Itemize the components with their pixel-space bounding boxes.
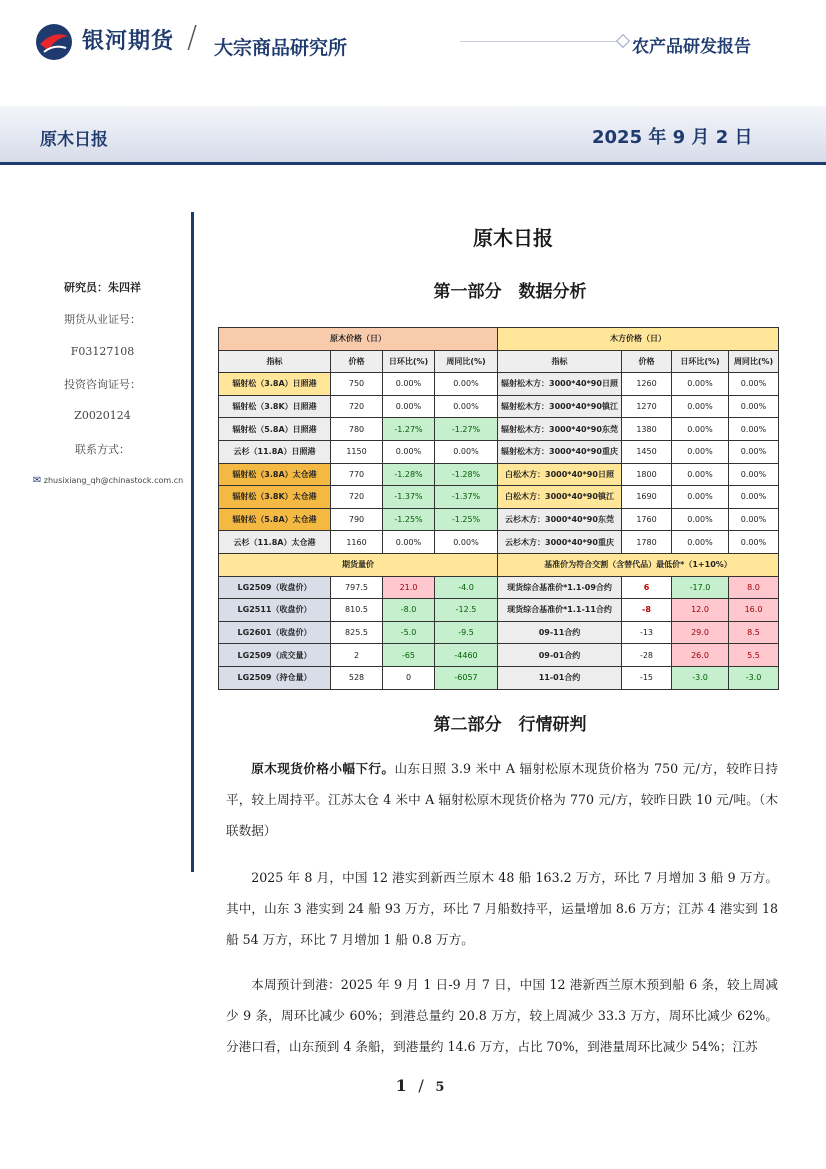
log-price-header: 原木价格（日） [219, 328, 498, 351]
paragraph-1-lead: 原木现货价格小幅下行。 [251, 761, 395, 776]
section-1-title: 第一部分 数据分析 [433, 282, 587, 302]
table-row [219, 486, 779, 509]
cell: 0.00% [435, 373, 498, 396]
cell: 780 [331, 418, 383, 441]
cell: -65 [383, 644, 435, 667]
cell: -1.27% [383, 418, 435, 441]
lumber-price-header: 木方价格（日） [498, 328, 779, 351]
report-type: 农产品研发报告 [632, 37, 751, 57]
table-row [219, 373, 779, 396]
cell: -3.0 [672, 666, 729, 689]
table-row [219, 621, 779, 644]
institute-name: 大宗商品研究所 [214, 37, 348, 59]
cell: -4460 [435, 644, 498, 667]
cell: 0.00% [729, 440, 779, 463]
cell: 0.00% [383, 440, 435, 463]
cell: 750 [331, 373, 383, 396]
data-table [218, 327, 779, 690]
col-wow: 周同比(%) [729, 350, 779, 373]
paragraph-2: 2025 年 8 月，中国 12 港实到新西兰原木 48 船 163.2 万方，环比 7 月增加 3 船 9 万方。其中，山东 3 港实到 24 船 93 万方，环比 7 月船数持平，运量增加 8.6 万方；江苏 4 港实到 18 船 54 万方，环比 7 月增加 1 船 0.8 万方。 [226, 870, 778, 947]
cell: 0.00% [672, 440, 729, 463]
license-label: 期货从业证号： [64, 313, 141, 326]
cell: 辐射松木方：3000*40*90镇江 [498, 395, 622, 418]
cell: 云杉（11.8A）日照港 [219, 440, 331, 463]
col-price: 价格 [331, 350, 383, 373]
cell: 09-01合约 [498, 644, 622, 667]
cell: 0.00% [435, 440, 498, 463]
cell: 825.5 [331, 621, 383, 644]
cell: -1.27% [435, 418, 498, 441]
cell: LG2601（收盘价） [219, 621, 331, 644]
paragraph-1-body: 山东日照 3.9 米中 A 辐射松原木现货价格为 750 元/方，较昨日持平，较上周持平。江苏太仓 4 米中 A 辐射松原木现货价格为 770 元/方，较昨日跌 10 元/吨。（木联数据） [226, 761, 778, 838]
cell: 26.0 [672, 644, 729, 667]
col-dod: 日环比(%) [383, 350, 435, 373]
cell: 辐射松木方：3000*40*90日照 [498, 373, 622, 396]
cell: 720 [331, 486, 383, 509]
table-row [219, 576, 779, 599]
cell: 0.00% [435, 531, 498, 554]
cell: 0.00% [672, 508, 729, 531]
page-current: 1 [395, 1076, 407, 1095]
cell: 0.00% [672, 395, 729, 418]
cell: -1.25% [383, 508, 435, 531]
consult-number: Z0020124 [74, 409, 131, 422]
cell: -8 [622, 599, 672, 622]
paragraph-3: 本周预计到港：2025 年 9 月 1 日-9 月 7 日，中国 12 港新西兰原木预到船 6 条，较上周减少 9 条，周环比减少 60%；到港总量约 20.8 万方，较上周减少 33.3 万方，周环比减少 62%。分港口看，山东预到 4 条船，到港量约 14.6 万方，占比 70%，到港量周环比减少 54%；江苏 [226, 977, 778, 1054]
cell: 云杉木方：3000*40*90重庆 [498, 531, 622, 554]
cell: 辐射松（3.8K）日照港 [219, 395, 331, 418]
cell: 0 [383, 666, 435, 689]
cell: -8.0 [383, 599, 435, 622]
doc-title: 原木日报 [473, 226, 553, 250]
cell: 09-11合约 [498, 621, 622, 644]
cell: 0.00% [729, 508, 779, 531]
cell: 0.00% [383, 395, 435, 418]
cell: 白松木方：3000*40*90镇江 [498, 486, 622, 509]
cell: 2 [331, 644, 383, 667]
cell: 白松木方：3000*40*90日照 [498, 463, 622, 486]
cell: 770 [331, 463, 383, 486]
cell: 8.0 [729, 576, 779, 599]
cell: 现货综合基准价*1.1-11合约 [498, 599, 622, 622]
cell: 1160 [331, 531, 383, 554]
cell: -12.5 [435, 599, 498, 622]
cell: -5.0 [383, 621, 435, 644]
cell: 1450 [622, 440, 672, 463]
license-number: F03127108 [70, 345, 135, 358]
cell: 0.00% [672, 531, 729, 554]
col-indicator: 指标 [498, 350, 622, 373]
table-row [219, 599, 779, 622]
cell: LG2509（成交量） [219, 644, 331, 667]
diamond-icon [616, 34, 630, 48]
report-date: 2025 年 9 月 2 日 [592, 127, 753, 148]
galaxy-logo-icon [34, 22, 74, 62]
consult-label: 投资咨询证号： [64, 378, 141, 391]
cell: 辐射松木方：3000*40*90东莞 [498, 418, 622, 441]
email-row [28, 475, 188, 486]
cell: -1.37% [383, 486, 435, 509]
cell: 21.0 [383, 576, 435, 599]
cell: 528 [331, 666, 383, 689]
cell: -3.0 [729, 666, 779, 689]
cell: LG2509（持仓量） [219, 666, 331, 689]
cell: 29.0 [672, 621, 729, 644]
cell: 现货综合基准价*1.1-09合约 [498, 576, 622, 599]
sidebar-divider [191, 212, 194, 872]
cell: -6057 [435, 666, 498, 689]
cell: 0.00% [672, 418, 729, 441]
cell: -4.0 [435, 576, 498, 599]
cell: -1.28% [383, 463, 435, 486]
cell: -13 [622, 621, 672, 644]
cell: 11-01合约 [498, 666, 622, 689]
cell: 0.00% [729, 395, 779, 418]
cell: 0.00% [672, 463, 729, 486]
cell: -1.28% [435, 463, 498, 486]
cell: 810.5 [331, 599, 383, 622]
cell: 1760 [622, 508, 672, 531]
cell: 0.00% [435, 395, 498, 418]
cell: 云杉木方：3000*40*90东莞 [498, 508, 622, 531]
cell: 16.0 [729, 599, 779, 622]
mail-icon: ✉ [32, 475, 42, 486]
email-address[interactable]: zhusixiang_qh@chinastock.com.cn [43, 476, 184, 485]
col-dod: 日环比(%) [672, 350, 729, 373]
cell: 辐射松（3.8A）太仓港 [219, 463, 331, 486]
cell: LG2509（收盘价） [219, 576, 331, 599]
contact-label: 联系方式： [75, 443, 130, 456]
table-row [219, 418, 779, 441]
cell: 辐射松（3.8K）太仓港 [219, 486, 331, 509]
cell: 0.00% [672, 486, 729, 509]
cell: -17.0 [672, 576, 729, 599]
cell: 0.00% [729, 463, 779, 486]
table-row [219, 463, 779, 486]
page-total: 5 [435, 1080, 445, 1095]
table-row [219, 531, 779, 554]
cell: 12.0 [672, 599, 729, 622]
cell: 辐射松（5.8A）日照港 [219, 418, 331, 441]
band-title: 原木日报 [40, 130, 108, 150]
cell: 辐射松（3.8A）日照港 [219, 373, 331, 396]
cell: 790 [331, 508, 383, 531]
table-row [219, 440, 779, 463]
cell: LG2511（收盘价） [219, 599, 331, 622]
table-row [219, 508, 779, 531]
section-2-title: 第二部分 行情研判 [433, 715, 587, 735]
cell: 0.00% [672, 373, 729, 396]
basis-header: 基准价为符合交割（含替代品）最低价*（1+10%） [498, 553, 779, 576]
futures-header: 期货量价 [219, 553, 498, 576]
paragraph-1 [226, 753, 778, 846]
cell: 720 [331, 395, 383, 418]
cell: 1380 [622, 418, 672, 441]
cell: 1780 [622, 531, 672, 554]
header-slash: / [187, 20, 198, 55]
cell: 0.00% [729, 418, 779, 441]
cell: 1690 [622, 486, 672, 509]
page-indicator [380, 1076, 460, 1095]
brand-name: 银河期货 [82, 29, 175, 54]
col-wow: 周同比(%) [435, 350, 498, 373]
cell: -1.25% [435, 508, 498, 531]
cell: -28 [622, 644, 672, 667]
cell: 5.5 [729, 644, 779, 667]
header-rule [460, 41, 620, 42]
page-separator: / [418, 1076, 424, 1095]
cell: 6 [622, 576, 672, 599]
table-row [219, 666, 779, 689]
cell: 8.5 [729, 621, 779, 644]
cell: 0.00% [383, 531, 435, 554]
cell: 0.00% [729, 486, 779, 509]
col-price: 价格 [622, 350, 672, 373]
cell: -9.5 [435, 621, 498, 644]
col-indicator: 指标 [219, 350, 331, 373]
cell: 1270 [622, 395, 672, 418]
analyst-name: 研究员：朱四祥 [64, 281, 141, 294]
cell: 辐射松（5.8A）太仓港 [219, 508, 331, 531]
cell: 0.00% [383, 373, 435, 396]
column-header-row [219, 350, 779, 373]
cell: -1.37% [435, 486, 498, 509]
cell: 0.00% [729, 531, 779, 554]
cell: 797.5 [331, 576, 383, 599]
cell: 1150 [331, 440, 383, 463]
cell: 1260 [622, 373, 672, 396]
cell: 辐射松木方：3000*40*90重庆 [498, 440, 622, 463]
cell: -15 [622, 666, 672, 689]
table-row [219, 395, 779, 418]
table-row [219, 644, 779, 667]
cell: 1800 [622, 463, 672, 486]
cell: 0.00% [729, 373, 779, 396]
cell: 云杉（11.8A）太仓港 [219, 531, 331, 554]
